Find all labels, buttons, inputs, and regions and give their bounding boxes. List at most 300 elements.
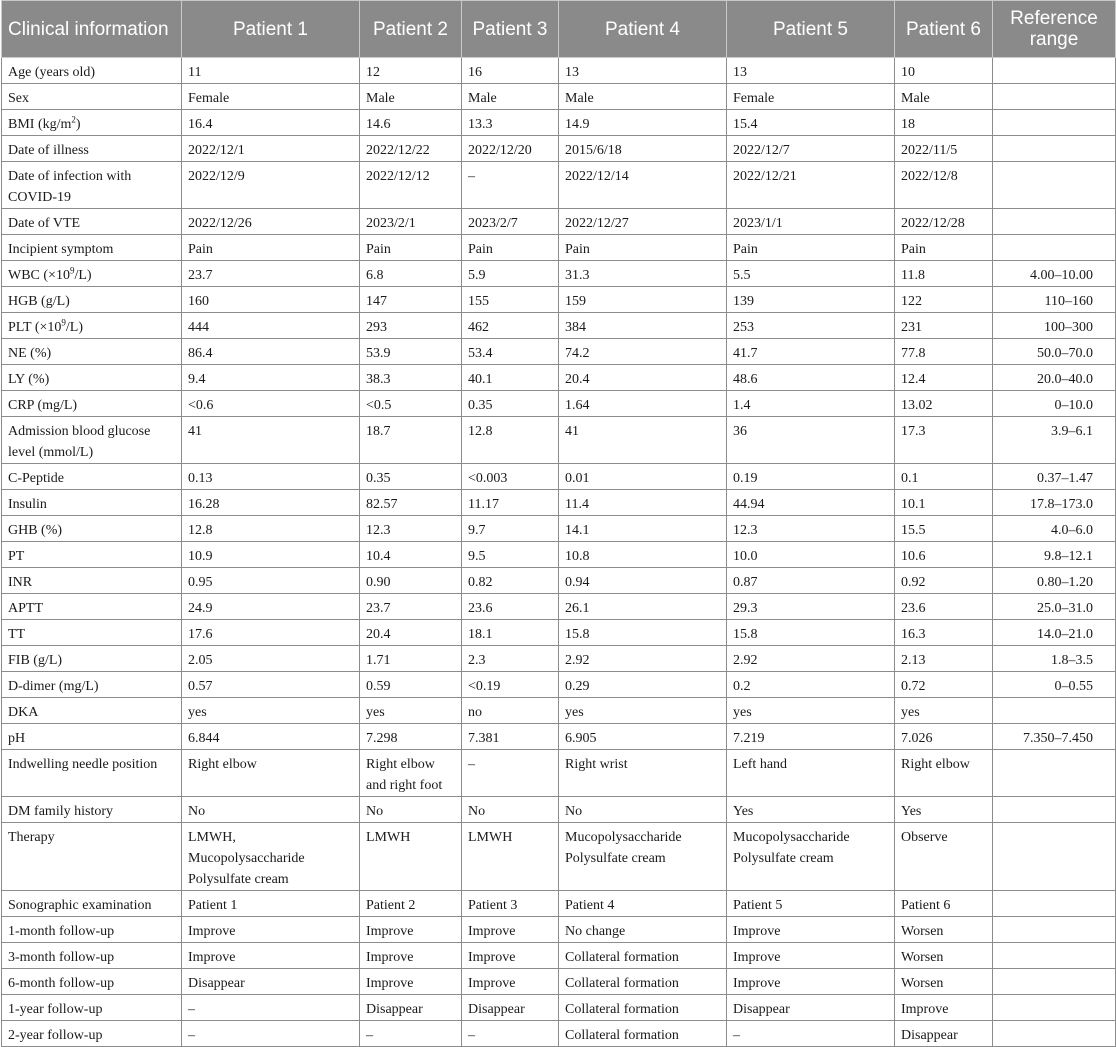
cell-patient-2: 2022/12/12	[360, 162, 462, 209]
cell-patient-4: 74.2	[559, 339, 727, 365]
row-label	[2, 313, 182, 339]
cell-patient-2: LMWH	[360, 823, 462, 891]
cell-patient-2: 18.7	[360, 417, 462, 464]
cell-patient-3: Male	[462, 84, 559, 110]
cell-reference-range	[993, 209, 1116, 235]
column-header: Reference range	[993, 1, 1116, 58]
cell-patient-5: –	[727, 1021, 895, 1047]
table-row	[2, 823, 1116, 891]
cell-patient-5: 44.94	[727, 490, 895, 516]
cell-reference-range: 0.80–1.20	[993, 568, 1116, 594]
cell-reference-range	[993, 162, 1116, 209]
cell-patient-4: 13	[559, 58, 727, 84]
cell-patient-6: Improve	[895, 995, 993, 1021]
row-label: FIB (g/L)	[2, 646, 182, 672]
cell-patient-3: 53.4	[462, 339, 559, 365]
cell-patient-6: 0.1	[895, 464, 993, 490]
cell-patient-2: 53.9	[360, 339, 462, 365]
cell-patient-3: 23.6	[462, 594, 559, 620]
cell-patient-3: 5.9	[462, 261, 559, 287]
table-row	[2, 391, 1116, 417]
row-label: Indwelling needle position	[2, 750, 182, 797]
cell-patient-6: 23.6	[895, 594, 993, 620]
cell-patient-3: 2023/2/7	[462, 209, 559, 235]
table-row	[2, 797, 1116, 823]
cell-patient-4: Male	[559, 84, 727, 110]
cell-patient-5: Improve	[727, 969, 895, 995]
cell-patient-5: 12.3	[727, 516, 895, 542]
cell-patient-4: 10.8	[559, 542, 727, 568]
cell-patient-3: 18.1	[462, 620, 559, 646]
cell-reference-range: 0–10.0	[993, 391, 1116, 417]
cell-patient-3: 9.7	[462, 516, 559, 542]
cell-patient-4: Collateral formation	[559, 969, 727, 995]
cell-patient-4: 31.3	[559, 261, 727, 287]
cell-patient-1: 16.28	[182, 490, 360, 516]
cell-patient-5: Pain	[727, 235, 895, 261]
row-label: DM family history	[2, 797, 182, 823]
cell-patient-2: 293	[360, 313, 462, 339]
cell-patient-6: 231	[895, 313, 993, 339]
column-header: Clinical information	[2, 1, 182, 58]
cell-patient-4: Mucopolysaccharide Polysulfate cream	[559, 823, 727, 891]
cell-patient-2: Disappear	[360, 995, 462, 1021]
cell-patient-3: <0.19	[462, 672, 559, 698]
cell-patient-2: –	[360, 1021, 462, 1047]
row-label-text: WBC (×10	[8, 268, 70, 283]
cell-patient-3: 2.3	[462, 646, 559, 672]
cell-patient-6: 17.3	[895, 417, 993, 464]
cell-patient-3: Improve	[462, 943, 559, 969]
cell-reference-range	[993, 750, 1116, 797]
cell-reference-range	[993, 110, 1116, 136]
cell-reference-range: 17.8–173.0	[993, 490, 1116, 516]
row-label: Admission blood glucose level (mmol/L)	[2, 417, 182, 464]
cell-patient-3: Patient 3	[462, 891, 559, 917]
column-header: Patient 3	[462, 1, 559, 58]
cell-patient-4: 2015/6/18	[559, 136, 727, 162]
cell-patient-2: 82.57	[360, 490, 462, 516]
cell-patient-2: 38.3	[360, 365, 462, 391]
cell-patient-5: Patient 5	[727, 891, 895, 917]
cell-patient-1: LMWH, Mucopolysaccharide Polysulfate cream	[182, 823, 360, 891]
row-label: 6-month follow-up	[2, 969, 182, 995]
cell-patient-5: Disappear	[727, 995, 895, 1021]
cell-patient-1: 160	[182, 287, 360, 313]
cell-patient-1: –	[182, 1021, 360, 1047]
cell-patient-6: 15.5	[895, 516, 993, 542]
cell-patient-4: Collateral formation	[559, 995, 727, 1021]
cell-patient-6: Patient 6	[895, 891, 993, 917]
cell-patient-2: 6.8	[360, 261, 462, 287]
cell-patient-1: 2022/12/9	[182, 162, 360, 209]
cell-patient-3: 462	[462, 313, 559, 339]
cell-reference-range: 50.0–70.0	[993, 339, 1116, 365]
row-label: Sonographic examination	[2, 891, 182, 917]
cell-patient-1: 24.9	[182, 594, 360, 620]
cell-patient-1: 2.05	[182, 646, 360, 672]
table-row	[2, 891, 1116, 917]
cell-patient-6: Right elbow	[895, 750, 993, 797]
cell-patient-2: <0.5	[360, 391, 462, 417]
column-header: Patient 1	[182, 1, 360, 58]
cell-patient-4: 6.905	[559, 724, 727, 750]
cell-patient-6: 16.3	[895, 620, 993, 646]
cell-patient-6: 2022/12/8	[895, 162, 993, 209]
cell-patient-1: 0.95	[182, 568, 360, 594]
cell-patient-4: Pain	[559, 235, 727, 261]
table-body	[2, 58, 1116, 1047]
cell-patient-2: Right elbow and right foot	[360, 750, 462, 797]
table-row	[2, 417, 1116, 464]
cell-patient-6: 122	[895, 287, 993, 313]
column-header: Patient 6	[895, 1, 993, 58]
row-label: Age (years old)	[2, 58, 182, 84]
table-row	[2, 235, 1116, 261]
cell-patient-5: Improve	[727, 943, 895, 969]
cell-reference-range	[993, 84, 1116, 110]
cell-patient-5: Improve	[727, 917, 895, 943]
cell-patient-4: 15.8	[559, 620, 727, 646]
cell-reference-range: 110–160	[993, 287, 1116, 313]
cell-patient-4: 1.64	[559, 391, 727, 417]
cell-reference-range: 25.0–31.0	[993, 594, 1116, 620]
cell-patient-1: yes	[182, 698, 360, 724]
cell-patient-6: yes	[895, 698, 993, 724]
cell-patient-5: 0.87	[727, 568, 895, 594]
cell-patient-3: <0.003	[462, 464, 559, 490]
cell-patient-2: 14.6	[360, 110, 462, 136]
cell-reference-range	[993, 797, 1116, 823]
cell-reference-range	[993, 891, 1116, 917]
row-label: APTT	[2, 594, 182, 620]
row-label: Date of illness	[2, 136, 182, 162]
cell-reference-range: 9.8–12.1	[993, 542, 1116, 568]
cell-patient-4: 0.01	[559, 464, 727, 490]
cell-patient-3: 11.17	[462, 490, 559, 516]
cell-patient-1: 2022/12/26	[182, 209, 360, 235]
cell-patient-2: Improve	[360, 969, 462, 995]
column-header: Patient 4	[559, 1, 727, 58]
cell-patient-6: Worsen	[895, 917, 993, 943]
cell-patient-1: 86.4	[182, 339, 360, 365]
cell-patient-4: No change	[559, 917, 727, 943]
cell-patient-3: LMWH	[462, 823, 559, 891]
cell-patient-5: 10.0	[727, 542, 895, 568]
cell-reference-range	[993, 823, 1116, 891]
cell-reference-range: 100–300	[993, 313, 1116, 339]
cell-patient-3: no	[462, 698, 559, 724]
cell-patient-4: 20.4	[559, 365, 727, 391]
cell-patient-3: Improve	[462, 969, 559, 995]
cell-patient-4: 2022/12/14	[559, 162, 727, 209]
row-label	[2, 261, 182, 287]
cell-patient-4: Right wrist	[559, 750, 727, 797]
cell-patient-1: –	[182, 995, 360, 1021]
row-label: Sex	[2, 84, 182, 110]
table-row	[2, 313, 1116, 339]
row-label: D-dimer (mg/L)	[2, 672, 182, 698]
cell-patient-2: 10.4	[360, 542, 462, 568]
cell-reference-range: 0–0.55	[993, 672, 1116, 698]
cell-patient-2: yes	[360, 698, 462, 724]
cell-patient-5: 0.19	[727, 464, 895, 490]
cell-patient-1: No	[182, 797, 360, 823]
cell-patient-3: 40.1	[462, 365, 559, 391]
row-label: Therapy	[2, 823, 182, 891]
cell-patient-6: Disappear	[895, 1021, 993, 1047]
cell-patient-2: No	[360, 797, 462, 823]
cell-patient-5: 7.219	[727, 724, 895, 750]
table-row	[2, 646, 1116, 672]
cell-patient-3: 16	[462, 58, 559, 84]
cell-reference-range	[993, 58, 1116, 84]
cell-patient-2: Improve	[360, 917, 462, 943]
row-label: pH	[2, 724, 182, 750]
cell-patient-2: 147	[360, 287, 462, 313]
cell-patient-3: 9.5	[462, 542, 559, 568]
cell-patient-4: Collateral formation	[559, 943, 727, 969]
cell-patient-3: 2022/12/20	[462, 136, 559, 162]
cell-patient-1: Right elbow	[182, 750, 360, 797]
cell-patient-6: 2022/12/28	[895, 209, 993, 235]
cell-patient-6: 18	[895, 110, 993, 136]
cell-patient-4: No	[559, 797, 727, 823]
cell-patient-2: Patient 2	[360, 891, 462, 917]
cell-patient-1: Pain	[182, 235, 360, 261]
cell-patient-6: 10.6	[895, 542, 993, 568]
cell-patient-3: –	[462, 162, 559, 209]
cell-reference-range	[993, 1021, 1116, 1047]
cell-patient-3: 13.3	[462, 110, 559, 136]
table-row	[2, 287, 1116, 313]
cell-patient-6: 2.13	[895, 646, 993, 672]
table-row	[2, 943, 1116, 969]
row-label-text: /L)	[74, 268, 92, 283]
cell-reference-range	[993, 235, 1116, 261]
table-row	[2, 750, 1116, 797]
cell-patient-3: –	[462, 1021, 559, 1047]
cell-patient-5: 2023/1/1	[727, 209, 895, 235]
row-label: Date of VTE	[2, 209, 182, 235]
row-label: CRP (mg/L)	[2, 391, 182, 417]
cell-reference-range	[993, 698, 1116, 724]
cell-patient-5: 48.6	[727, 365, 895, 391]
cell-patient-1: Female	[182, 84, 360, 110]
cell-patient-2: 20.4	[360, 620, 462, 646]
cell-patient-6: Worsen	[895, 943, 993, 969]
cell-patient-3: Pain	[462, 235, 559, 261]
cell-patient-1: Improve	[182, 943, 360, 969]
cell-patient-3: 12.8	[462, 417, 559, 464]
table-row	[2, 58, 1116, 84]
cell-patient-4: Collateral formation	[559, 1021, 727, 1047]
cell-patient-6: 77.8	[895, 339, 993, 365]
row-label: C-Peptide	[2, 464, 182, 490]
cell-reference-range: 4.00–10.00	[993, 261, 1116, 287]
row-label: HGB (g/L)	[2, 287, 182, 313]
table-row	[2, 698, 1116, 724]
table-row	[2, 136, 1116, 162]
table-row	[2, 365, 1116, 391]
cell-reference-range	[993, 943, 1116, 969]
cell-patient-1: 6.844	[182, 724, 360, 750]
cell-patient-5: 15.8	[727, 620, 895, 646]
cell-patient-2: 7.298	[360, 724, 462, 750]
cell-patient-6: 0.92	[895, 568, 993, 594]
cell-patient-5: 13	[727, 58, 895, 84]
cell-patient-5: yes	[727, 698, 895, 724]
row-label-superscript: 2	[71, 114, 76, 125]
cell-patient-6: Worsen	[895, 969, 993, 995]
cell-patient-5: Yes	[727, 797, 895, 823]
row-label: 2-year follow-up	[2, 1021, 182, 1047]
cell-patient-1: Disappear	[182, 969, 360, 995]
table-row	[2, 261, 1116, 287]
table-row	[2, 995, 1116, 1021]
cell-patient-3: 0.35	[462, 391, 559, 417]
cell-patient-1: 41	[182, 417, 360, 464]
cell-reference-range: 3.9–6.1	[993, 417, 1116, 464]
row-label: TT	[2, 620, 182, 646]
cell-patient-4: 14.9	[559, 110, 727, 136]
cell-reference-range: 1.8–3.5	[993, 646, 1116, 672]
cell-patient-6: 10	[895, 58, 993, 84]
row-label: NE (%)	[2, 339, 182, 365]
cell-patient-2: 1.71	[360, 646, 462, 672]
table-row	[2, 1021, 1116, 1047]
cell-patient-6: Pain	[895, 235, 993, 261]
cell-patient-2: 12	[360, 58, 462, 84]
cell-patient-6: Yes	[895, 797, 993, 823]
row-label: 3-month follow-up	[2, 943, 182, 969]
column-header: Patient 5	[727, 1, 895, 58]
cell-patient-5: 36	[727, 417, 895, 464]
table-row	[2, 516, 1116, 542]
cell-patient-5: 5.5	[727, 261, 895, 287]
cell-patient-4: 11.4	[559, 490, 727, 516]
cell-reference-range: 14.0–21.0	[993, 620, 1116, 646]
table-row	[2, 620, 1116, 646]
cell-reference-range: 7.350–7.450	[993, 724, 1116, 750]
cell-patient-1: 444	[182, 313, 360, 339]
cell-patient-5: 2022/12/7	[727, 136, 895, 162]
row-label: DKA	[2, 698, 182, 724]
row-label-text: /L)	[65, 320, 84, 335]
row-label: Date of infection with COVID-19	[2, 162, 182, 209]
cell-patient-1: 2022/12/1	[182, 136, 360, 162]
cell-patient-3: Improve	[462, 917, 559, 943]
cell-patient-2: 23.7	[360, 594, 462, 620]
cell-patient-4: 0.94	[559, 568, 727, 594]
cell-reference-range	[993, 969, 1116, 995]
cell-patient-5: 253	[727, 313, 895, 339]
cell-reference-range	[993, 917, 1116, 943]
table-row	[2, 490, 1116, 516]
row-label: Insulin	[2, 490, 182, 516]
cell-patient-1: 23.7	[182, 261, 360, 287]
cell-patient-4: yes	[559, 698, 727, 724]
cell-patient-6: 7.026	[895, 724, 993, 750]
header-row	[2, 1, 1116, 58]
row-label: 1-month follow-up	[2, 917, 182, 943]
cell-patient-3: Disappear	[462, 995, 559, 1021]
cell-patient-3: 155	[462, 287, 559, 313]
cell-patient-1: Patient 1	[182, 891, 360, 917]
cell-patient-5: 2.92	[727, 646, 895, 672]
cell-patient-1: <0.6	[182, 391, 360, 417]
cell-reference-range: 0.37–1.47	[993, 464, 1116, 490]
cell-patient-1: 17.6	[182, 620, 360, 646]
table-row	[2, 464, 1116, 490]
cell-patient-3: 0.82	[462, 568, 559, 594]
cell-patient-2: 12.3	[360, 516, 462, 542]
cell-patient-1: 10.9	[182, 542, 360, 568]
cell-patient-4: 14.1	[559, 516, 727, 542]
row-label-superscript: 9	[61, 317, 66, 328]
table-row	[2, 110, 1116, 136]
cell-patient-5: 41.7	[727, 339, 895, 365]
cell-patient-5: 139	[727, 287, 895, 313]
cell-patient-6: 12.4	[895, 365, 993, 391]
cell-patient-1: Improve	[182, 917, 360, 943]
cell-reference-range	[993, 995, 1116, 1021]
cell-patient-4: 159	[559, 287, 727, 313]
row-label-text: PLT (×10	[8, 320, 62, 335]
cell-patient-6: 2022/11/5	[895, 136, 993, 162]
cell-patient-5: 1.4	[727, 391, 895, 417]
cell-patient-5: 15.4	[727, 110, 895, 136]
table-row	[2, 84, 1116, 110]
cell-patient-2: Male	[360, 84, 462, 110]
cell-patient-2: 2023/2/1	[360, 209, 462, 235]
cell-patient-1: 0.13	[182, 464, 360, 490]
cell-patient-2: 0.59	[360, 672, 462, 698]
cell-patient-5: Left hand	[727, 750, 895, 797]
cell-patient-4: 384	[559, 313, 727, 339]
row-label: LY (%)	[2, 365, 182, 391]
table-row	[2, 568, 1116, 594]
cell-patient-2: 0.35	[360, 464, 462, 490]
row-label: GHB (%)	[2, 516, 182, 542]
table-row	[2, 542, 1116, 568]
table-row	[2, 724, 1116, 750]
cell-patient-6: 0.72	[895, 672, 993, 698]
cell-patient-5: 29.3	[727, 594, 895, 620]
cell-patient-5: Mucopolysaccharide Polysulfate cream	[727, 823, 895, 891]
cell-reference-range: 20.0–40.0	[993, 365, 1116, 391]
cell-patient-1: 12.8	[182, 516, 360, 542]
cell-patient-1: 9.4	[182, 365, 360, 391]
cell-patient-4: 26.1	[559, 594, 727, 620]
row-label: Incipient symptom	[2, 235, 182, 261]
cell-patient-4: 2.92	[559, 646, 727, 672]
cell-patient-1: 16.4	[182, 110, 360, 136]
cell-reference-range	[993, 136, 1116, 162]
cell-patient-3: No	[462, 797, 559, 823]
cell-patient-4: 2022/12/27	[559, 209, 727, 235]
cell-patient-5: 0.2	[727, 672, 895, 698]
table-row	[2, 209, 1116, 235]
row-label-superscript: 9	[69, 265, 75, 276]
cell-reference-range: 4.0–6.0	[993, 516, 1116, 542]
cell-patient-4: Patient 4	[559, 891, 727, 917]
cell-patient-5: Female	[727, 84, 895, 110]
cell-patient-4: 41	[559, 417, 727, 464]
table-row	[2, 162, 1116, 209]
cell-patient-6: 10.1	[895, 490, 993, 516]
cell-patient-6: Observe	[895, 823, 993, 891]
